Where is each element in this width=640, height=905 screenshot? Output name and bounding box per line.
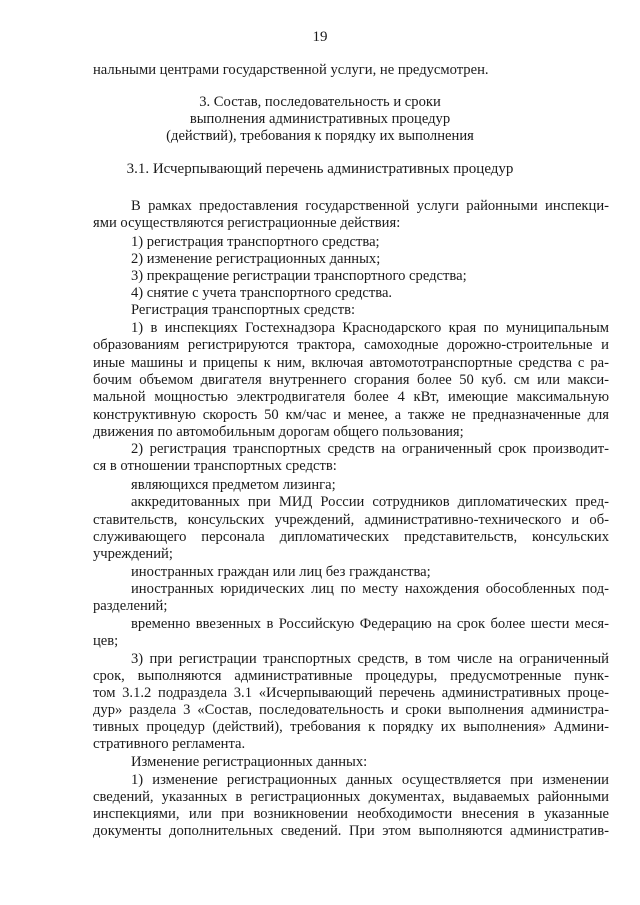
body-line: 3) прекращение регистрации транспортного средства; bbox=[131, 268, 467, 284]
body-line: ставительств, консульских учреждений, административно-технического и об- bbox=[93, 512, 609, 528]
body-line: 4) снятие с учета транспортного средства. bbox=[131, 285, 393, 301]
body-line: мальной мощностью электродвигателя более 4 кВт, имеющие максимальную bbox=[93, 389, 609, 405]
subsection-heading: 3.1. Исчерпывающий перечень административных процедур bbox=[126, 161, 514, 177]
body-line: Регистрация транспортных средств: bbox=[131, 302, 356, 318]
body-line: служивающего персонала дипломатических представительств, консульских bbox=[93, 529, 609, 545]
body-line: В рамках предоставления государственной услуги районными инспекци- bbox=[131, 198, 609, 214]
body-line: Изменение регистрационных данных: bbox=[131, 754, 368, 770]
section-heading-line: 3. Состав, последовательность и сроки bbox=[199, 94, 441, 110]
body-line: иностранных юридических лиц по месту нахождения обособленных под- bbox=[131, 581, 609, 597]
body-line: тивных процедур (действий), требования к порядку их выполнения» Админи- bbox=[93, 719, 609, 735]
body-line: движения по автомобильным дорогам общего пользования; bbox=[93, 424, 464, 440]
body-line: том 3.1.2 подраздела 3.1 «Исчерпывающий перечень административных проце- bbox=[93, 685, 609, 701]
body-line: разделений; bbox=[93, 598, 168, 614]
body-line: инспекциями, или при возникновении необходимости внесения в указанные bbox=[93, 806, 609, 822]
body-line: срок, выполняются административные процедуры, предусмотренные пунк- bbox=[93, 668, 609, 684]
top-line: нальными центрами государственной услуги, не предусмотрен. bbox=[93, 62, 489, 78]
body-line: дур» раздела 3 «Состав, последовательность и сроки выполнения администра- bbox=[93, 702, 609, 718]
body-line: сведений, указанных в регистрационных документах, выдаваемых районными bbox=[93, 789, 609, 805]
body-line: 3) при регистрации транспортных средств, в том числе на ограниченный bbox=[131, 651, 609, 667]
body-line: документы дополнительных сведений. При этом выполняются административ- bbox=[93, 823, 609, 839]
body-line: ями осуществляются регистрационные действия: bbox=[93, 215, 401, 231]
section-heading-line: выполнения административных процедур bbox=[189, 111, 451, 127]
body-line: 1) в инспекциях Гостехнадзора Краснодарского края по муниципальным bbox=[131, 320, 609, 336]
section-heading-line: (действий), требования к порядку их выполнения bbox=[166, 128, 474, 144]
body-line: временно ввезенных в Российскую Федерацию на срок более шести меся- bbox=[131, 616, 609, 632]
body-line: ся в отношении транспортных средств: bbox=[93, 458, 337, 474]
body-line: 1) изменение регистрационных данных осуществляется при изменении bbox=[131, 772, 609, 788]
body-line: 2) регистрация транспортных средств на ограниченный срок производит- bbox=[131, 441, 609, 457]
body-line: конструктивную скорость 50 км/час и менее, а также не предназначенные для bbox=[93, 407, 609, 423]
body-line: аккредитованных при МИД России сотрудников дипломатических пред- bbox=[131, 494, 609, 510]
body-line: иностранных граждан или лиц без гражданства; bbox=[131, 564, 431, 580]
body-line: учреждений; bbox=[93, 546, 173, 562]
body-line: иные машины и прицепы к ним, включая автомототранспортные средства с ра- bbox=[93, 355, 609, 371]
body-line: образованиям регистрируются трактора, самоходные дорожно-строительные и bbox=[93, 337, 609, 353]
body-line: бочим объемом двигателя внутреннего сгорания более 50 куб. см или макси- bbox=[93, 372, 609, 388]
body-line: стративного регламента. bbox=[93, 736, 246, 752]
body-line: 1) регистрация транспортного средства; bbox=[131, 234, 380, 250]
body-line: являющихся предметом лизинга; bbox=[131, 477, 336, 493]
page-number: 19 bbox=[312, 29, 328, 45]
body-line: цев; bbox=[93, 633, 119, 649]
body-line: 2) изменение регистрационных данных; bbox=[131, 251, 381, 267]
